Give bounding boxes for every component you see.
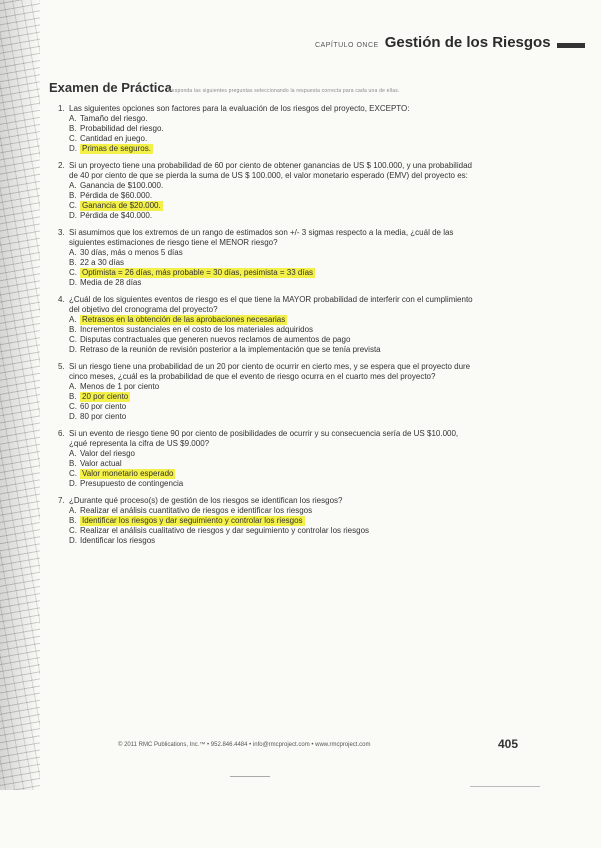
answer-option — [69, 124, 478, 134]
question-1 — [58, 104, 478, 154]
option-text: Media de 28 días — [80, 278, 142, 287]
option-letter: B. — [69, 516, 77, 525]
option-letter: B. — [69, 325, 77, 334]
chapter-label: CAPÍTULO ONCE — [315, 42, 379, 49]
option-text: Menos de 1 por ciento — [80, 382, 160, 391]
question-7 — [58, 496, 478, 546]
option-letter: C. — [69, 268, 77, 277]
answer-option — [69, 506, 478, 516]
answer-option — [69, 211, 478, 221]
question-2 — [58, 161, 478, 221]
answer-option — [69, 526, 478, 536]
answer-option — [69, 134, 478, 144]
option-text: Incrementos sustanciales en el costo de los materiales adquiridos — [80, 325, 314, 334]
option-letter: D. — [69, 345, 77, 354]
question-text: Si un evento de riesgo tiene 90 por ciento de posibilidades de ocurrir y su consecuencia sería de US $10.000, ¿qué representa la cifra de US $9.000? — [69, 429, 459, 448]
highlighted-answer: Valor monetario esperado — [82, 469, 174, 478]
option-letter: A. — [69, 449, 77, 458]
option-text: Presupuesto de contingencia — [80, 479, 184, 488]
answer-option — [69, 479, 478, 489]
option-text: Tamaño del riesgo. — [80, 114, 148, 123]
question-text: ¿Durante qué proceso(s) de gestión de los riesgos se identifican los riesgos? — [69, 496, 343, 505]
option-letter: C. — [69, 201, 77, 210]
option-text: Disputas contractuales que generen nuevos reclamos de aumentos de pago — [80, 335, 351, 344]
answer-option — [69, 278, 478, 288]
highlighted-answer: Identificar los riesgos y dar seguimiento y controlar los riesgos — [82, 516, 303, 525]
answer-option — [69, 144, 478, 154]
question-text: Si asumimos que los extremos de un rango de estimados son +/- 3 sigmas respecto a la media, ¿cuál de las siguientes estimaciones de riesgo tiene el MENOR riesgo? — [69, 228, 454, 247]
option-letter: C. — [69, 469, 77, 478]
question-stem — [58, 104, 478, 114]
option-letter: A. — [69, 382, 77, 391]
question-stem — [58, 228, 478, 248]
answer-option — [69, 268, 478, 278]
option-letter: A. — [69, 315, 77, 324]
answer-option — [69, 516, 478, 526]
highlighted-answer: Ganancia de $20.000. — [82, 201, 161, 210]
option-letter: B. — [69, 258, 77, 267]
question-text: Si un proyecto tiene una probabilidad de 60 por ciento de obtener ganancias de US $ 100.000, y una probabilidad de 40 por ciento de que se pierda la suma de US $ 100.000, el valor monetario esperado (EMV) del proyecto es: — [69, 161, 472, 180]
highlighted-answer: Retrasos en la obtención de las aprobaciones necesarias — [82, 315, 286, 324]
option-text: 60 por ciento — [80, 402, 127, 411]
answer-option — [69, 469, 478, 479]
option-letter: D. — [69, 211, 77, 220]
question-stem — [58, 496, 478, 506]
option-letter: B. — [69, 459, 77, 468]
question-number: 5. — [58, 362, 65, 371]
option-letter: C. — [69, 402, 77, 411]
option-text: 30 días, más o menos 5 días — [80, 248, 183, 257]
option-text: Identificar los riesgos — [80, 536, 156, 545]
header-bar-icon — [557, 43, 585, 48]
answer-option — [69, 325, 478, 335]
option-letter: C. — [69, 335, 77, 344]
option-text: Realizar el análisis cuantitativo de riesgos e identificar los riesgos — [80, 506, 313, 515]
option-text: Realizar el análisis cualitativo de riesgos y dar seguimiento y controlar los riesgos — [80, 526, 370, 535]
option-letter: C. — [69, 526, 77, 535]
answer-option — [69, 258, 478, 268]
option-text: Ganancia de $100.000. — [80, 181, 164, 190]
question-5 — [58, 362, 478, 422]
question-number: 1. — [58, 104, 65, 113]
scan-mark — [470, 786, 540, 787]
answer-option — [69, 335, 478, 345]
option-text: Retraso de la reunión de revisión posterior a la implementación que se tenía prevista — [80, 345, 381, 354]
question-list — [58, 104, 478, 553]
highlighted-answer: 20 por ciento — [82, 392, 129, 401]
answer-option — [69, 201, 478, 211]
option-letter: D. — [69, 278, 77, 287]
question-number: 4. — [58, 295, 65, 304]
answer-option — [69, 392, 478, 402]
option-letter: D. — [69, 536, 77, 545]
scan-binding-edge — [0, 0, 40, 790]
answer-option — [69, 536, 478, 546]
question-text: ¿Cuál de los siguientes eventos de riesgo es el que tiene la MAYOR probabilidad de interferir con el cumplimiento del objetivo del cronograma del proyecto? — [69, 295, 473, 314]
option-text: Pérdida de $40.000. — [80, 211, 153, 220]
answer-option — [69, 181, 478, 191]
option-text: Pérdida de $60.000. — [80, 191, 153, 200]
question-stem — [58, 295, 478, 315]
option-letter: A. — [69, 114, 77, 123]
answer-option — [69, 315, 478, 325]
answer-option — [69, 412, 478, 422]
answer-option — [69, 402, 478, 412]
question-6 — [58, 429, 478, 489]
option-letter: A. — [69, 506, 77, 515]
option-letter: D. — [69, 412, 77, 421]
option-letter: A. — [69, 181, 77, 190]
instructions-text: Responda las siguientes preguntas seleccionando la respuesta correcta para cada una de ellas. — [168, 88, 400, 94]
option-letter: D. — [69, 479, 77, 488]
option-letter: B. — [69, 392, 77, 401]
answer-option — [69, 459, 478, 469]
option-text: Valor del riesgo — [80, 449, 135, 458]
question-number: 2. — [58, 161, 65, 170]
option-letter: D. — [69, 144, 77, 153]
answer-option — [69, 114, 478, 124]
highlighted-answer: Optimista = 26 días, más probable = 30 días, pesimista = 33 días — [82, 268, 314, 277]
answer-option — [69, 382, 478, 392]
question-3 — [58, 228, 478, 288]
chapter-title: Gestión de los Riesgos — [384, 34, 551, 51]
option-text: Cantidad en juego. — [80, 134, 148, 143]
option-text: 22 a 30 días — [80, 258, 125, 267]
question-stem — [58, 161, 478, 181]
option-letter: A. — [69, 248, 77, 257]
option-letter: C. — [69, 134, 77, 143]
chapter-header — [315, 34, 585, 56]
option-text: Probabilidad del riesgo. — [80, 124, 164, 133]
answer-option — [69, 191, 478, 201]
scan-mark — [230, 776, 270, 777]
highlighted-answer: Primas de seguros. — [82, 144, 151, 153]
exam-title: Examen de Práctica — [49, 80, 172, 95]
question-4 — [58, 295, 478, 355]
question-number: 7. — [58, 496, 65, 505]
question-number: 3. — [58, 228, 65, 237]
question-number: 6. — [58, 429, 65, 438]
page-number: 405 — [498, 737, 519, 751]
question-text: Las siguientes opciones son factores para la evaluación de los riesgos del proyecto, EXCEPTO: — [69, 104, 410, 113]
answer-option — [69, 345, 478, 355]
question-stem — [58, 429, 478, 449]
option-text: 80 por ciento — [80, 412, 127, 421]
answer-option — [69, 248, 478, 258]
option-letter: B. — [69, 191, 77, 200]
option-letter: B. — [69, 124, 77, 133]
question-stem — [58, 362, 478, 382]
answer-option — [69, 449, 478, 459]
option-text: Valor actual — [80, 459, 122, 468]
question-text: Si un riesgo tiene una probabilidad de un 20 por ciento de ocurrir en cierto mes, y se espera que el proyecto dure cinco meses, ¿cuál es la probabilidad de que el evento de riesgo ocurra en el cuarto mes del proyecto? — [69, 362, 471, 381]
footer-text: © 2011 RMC Publications, Inc.™ • 952.846.4484 • info@rmcproject.com • www.rmcproject.com — [118, 742, 371, 748]
